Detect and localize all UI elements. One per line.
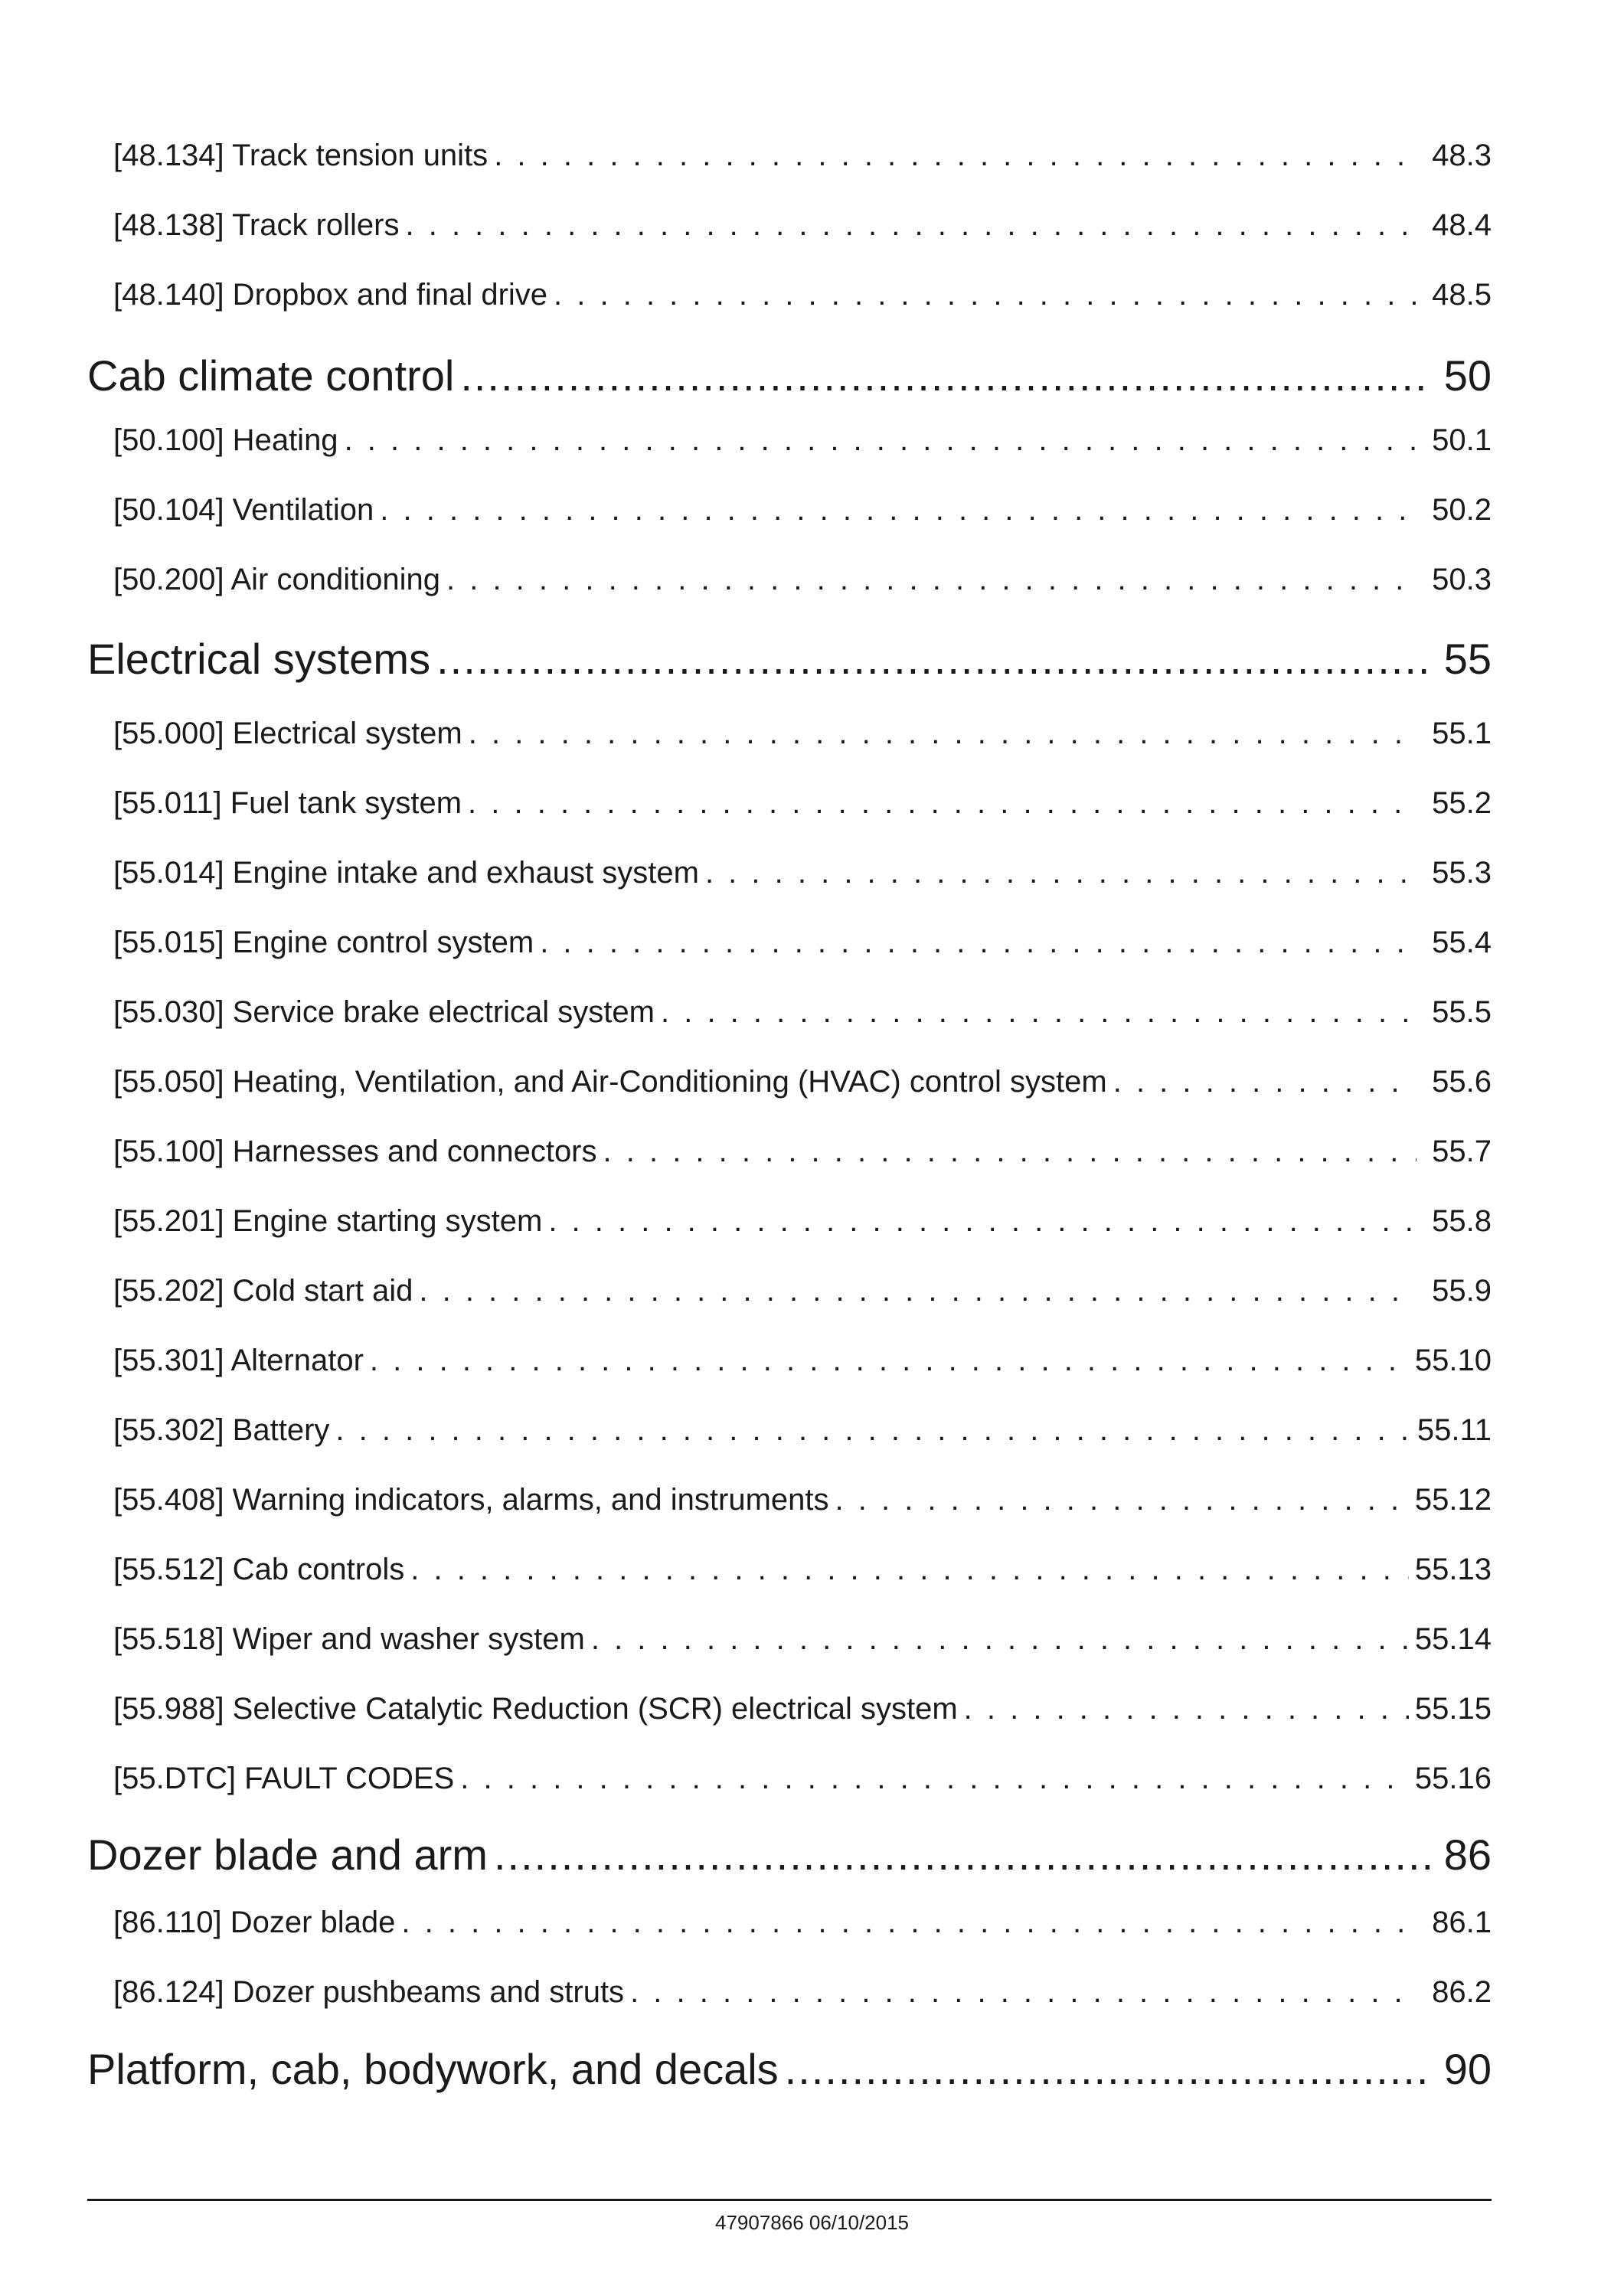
toc-entry-page: 55.16 — [1414, 1762, 1492, 1795]
toc-entry-55-dtc[interactable] — [113, 1762, 1492, 1796]
toc-entry-title: [50.104] Ventilation — [113, 493, 374, 527]
dot-leader — [540, 926, 1417, 960]
dot-leader — [335, 1413, 1410, 1448]
toc-entry-title: [50.100] Heating — [113, 423, 338, 457]
toc-entry-title: [55.014] Engine intake and exhaust system — [113, 856, 699, 890]
toc-entry-48-138[interactable] — [113, 208, 1492, 243]
toc-entry-page: 50.1 — [1432, 423, 1492, 457]
toc-entry-title: [55.000] Electrical system — [113, 717, 462, 750]
toc-entry-55-011[interactable] — [113, 786, 1492, 821]
toc-entry-page: 55.14 — [1414, 1622, 1492, 1656]
toc-entry-page: 86.2 — [1432, 1975, 1492, 2009]
dot-leader — [1113, 1065, 1417, 1099]
toc-chapter-title: Electrical systems — [87, 635, 431, 683]
toc-entry-50-100[interactable] — [113, 423, 1492, 458]
toc-entry-86-110[interactable] — [113, 1906, 1492, 1940]
footer-divider — [87, 2199, 1492, 2201]
toc-entry-title: [50.200] Air conditioning — [113, 563, 440, 596]
toc-entry-55-050[interactable] — [113, 1065, 1492, 1099]
toc-entry-55-000[interactable] — [113, 717, 1492, 751]
toc-entry-title: [55.202] Cold start aid — [113, 1274, 413, 1308]
toc-chapter-page: 90 — [1443, 2045, 1492, 2093]
footer-document-id: 47907866 06/10/2015 — [714, 2211, 910, 2234]
toc-entry-title: [55.011] Fuel tank system — [113, 786, 462, 820]
dot-leader — [460, 1762, 1409, 1796]
toc-entry-title: [55.015] Engine control system — [113, 926, 534, 959]
toc-entry-55-408[interactable] — [113, 1483, 1492, 1517]
dot-leader — [460, 351, 1432, 400]
toc-entry-55-988[interactable] — [113, 1692, 1492, 1726]
dot-leader — [630, 1975, 1417, 2010]
toc-entry-55-015[interactable] — [113, 926, 1492, 960]
toc-chapter-90[interactable] — [87, 2044, 1492, 2094]
toc-entry-55-302[interactable] — [113, 1413, 1492, 1448]
toc-chapter-page: 50 — [1443, 351, 1492, 400]
toc-entry-page: 55.15 — [1414, 1692, 1492, 1726]
dot-leader — [406, 208, 1417, 243]
toc-entry-page: 55.9 — [1432, 1274, 1492, 1308]
dot-leader — [554, 278, 1417, 312]
toc-entry-page: 48.4 — [1432, 208, 1492, 242]
toc-entry-55-202[interactable] — [113, 1274, 1492, 1308]
toc-entry-title: [55.302] Battery — [113, 1413, 330, 1447]
toc-entry-page: 55.8 — [1432, 1204, 1492, 1238]
toc-chapter-title: Cab climate control — [87, 351, 455, 400]
toc-entry-page: 55.10 — [1414, 1344, 1492, 1377]
dot-leader — [591, 1622, 1409, 1657]
toc-entry-55-301[interactable] — [113, 1344, 1492, 1378]
toc-entry-title: [48.138] Track rollers — [113, 208, 400, 242]
dot-leader — [370, 1344, 1409, 1378]
toc-entry-page: 48.5 — [1432, 278, 1492, 312]
toc-entry-page: 55.7 — [1432, 1135, 1492, 1168]
toc-entry-title: [55.301] Alternator — [113, 1344, 364, 1377]
toc-chapter-title: Platform, cab, bodywork, and decals — [87, 2045, 779, 2093]
dot-leader — [380, 493, 1417, 527]
toc-chapter-50[interactable] — [87, 351, 1492, 400]
dot-leader — [401, 1906, 1417, 1940]
dot-leader — [603, 1135, 1417, 1169]
dot-leader — [446, 563, 1417, 597]
toc-entry-page: 50.3 — [1432, 563, 1492, 596]
toc-entry-page: 55.2 — [1432, 786, 1492, 820]
toc-entry-title: [55.100] Harnesses and connectors — [113, 1135, 597, 1168]
toc-chapter-page: 55 — [1443, 635, 1492, 683]
dot-leader — [345, 423, 1417, 458]
toc-entry-55-512[interactable] — [113, 1553, 1492, 1587]
dot-leader — [661, 995, 1417, 1030]
toc-entry-page: 48.3 — [1432, 139, 1492, 172]
toc-entry-55-201[interactable] — [113, 1204, 1492, 1239]
toc-entry-55-030[interactable] — [113, 995, 1492, 1030]
toc-entry-page: 50.2 — [1432, 493, 1492, 527]
dot-leader — [494, 139, 1417, 173]
toc-entry-55-014[interactable] — [113, 856, 1492, 890]
toc-entry-title: [48.140] Dropbox and final drive — [113, 278, 548, 312]
toc-entry-page: 55.1 — [1432, 717, 1492, 750]
toc-entry-48-140[interactable] — [113, 278, 1492, 312]
dot-leader — [548, 1204, 1417, 1239]
toc-entry-50-200[interactable] — [113, 563, 1492, 597]
toc-entry-title: [55.988] Selective Catalytic Reduction (SCR) electrical system — [113, 1692, 958, 1726]
toc-entry-50-104[interactable] — [113, 493, 1492, 527]
toc-entry-page: 86.1 — [1432, 1906, 1492, 1939]
toc-entry-title: [55.408] Warning indicators, alarms, and instruments — [113, 1483, 829, 1517]
toc-entry-page: 55.4 — [1432, 926, 1492, 959]
toc-entry-title: [55.050] Heating, Ventilation, and Air-Conditioning (HVAC) control system — [113, 1065, 1107, 1099]
dot-leader — [494, 1830, 1432, 1880]
dot-leader — [436, 634, 1432, 684]
toc-entry-55-518[interactable] — [113, 1622, 1492, 1657]
toc-entry-page: 55.13 — [1414, 1553, 1492, 1586]
dot-leader — [419, 1274, 1417, 1308]
toc-entry-title: [86.110] Dozer blade — [113, 1906, 396, 1939]
dot-leader — [469, 717, 1417, 751]
toc-entry-title: [86.124] Dozer pushbeams and struts — [113, 1975, 625, 2009]
dot-leader — [705, 856, 1417, 890]
toc-entry-55-100[interactable] — [113, 1135, 1492, 1169]
dot-leader — [964, 1692, 1409, 1726]
dot-leader — [835, 1483, 1409, 1517]
toc-entry-86-124[interactable] — [113, 1975, 1492, 2010]
toc-entry-title: [55.030] Service brake electrical system — [113, 995, 655, 1029]
dot-leader — [410, 1553, 1409, 1587]
toc-entry-title: [48.134] Track tension units — [113, 139, 489, 172]
toc-entry-page: 55.3 — [1432, 856, 1492, 890]
dot-leader — [468, 786, 1417, 821]
toc-entry-page: 55.11 — [1417, 1413, 1492, 1447]
toc-entry-page: 55.12 — [1414, 1483, 1492, 1517]
toc-entry-title: [55.512] Cab controls — [113, 1553, 405, 1586]
toc-entry-page: 55.5 — [1432, 995, 1492, 1029]
toc-entry-title: [55.201] Engine starting system — [113, 1204, 543, 1238]
toc-entry-title: [55.518] Wiper and washer system — [113, 1622, 585, 1656]
dot-leader — [785, 2044, 1432, 2094]
toc-chapter-86[interactable] — [87, 1830, 1492, 1880]
toc-chapter-page: 86 — [1443, 1831, 1492, 1879]
toc-chapter-title: Dozer blade and arm — [87, 1831, 488, 1879]
toc-chapter-55[interactable] — [87, 634, 1492, 684]
toc-entry-title: [55.DTC] FAULT CODES — [113, 1762, 455, 1795]
toc-entry-page: 55.6 — [1432, 1065, 1492, 1099]
toc-entry-48-134[interactable] — [113, 139, 1492, 173]
